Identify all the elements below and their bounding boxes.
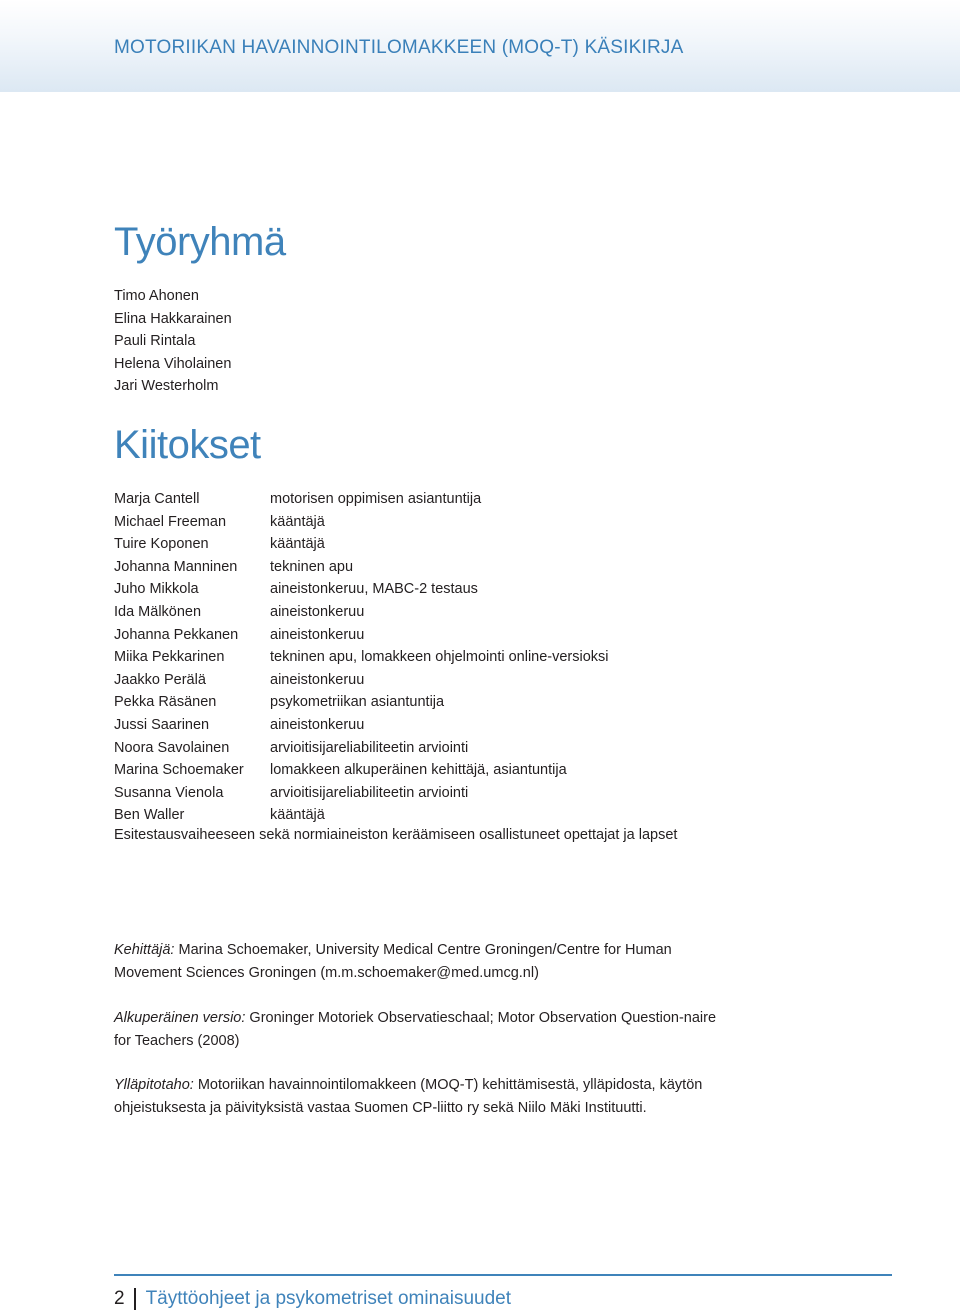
info-original-version bbox=[114, 1007, 734, 1052]
section-heading-tyoryhma: Työryhmä bbox=[114, 220, 286, 264]
ack-role: aineistonkeruu, MABC-2 testaus bbox=[270, 581, 478, 598]
ack-name: Noora Savolainen bbox=[114, 739, 230, 756]
info-developer bbox=[114, 939, 734, 984]
team-member-list bbox=[114, 285, 232, 398]
ack-name: Miika Pekkarinen bbox=[114, 649, 225, 666]
ack-name: Johanna Manninen bbox=[114, 558, 238, 575]
team-member: Helena Viholainen bbox=[114, 355, 232, 372]
acknowledgement-row bbox=[114, 782, 609, 805]
ack-role: arvioitisijareliabiliteetin arviointi bbox=[270, 739, 469, 756]
ack-role: arvioitisijareliabiliteetin arviointi bbox=[270, 784, 469, 801]
team-member: Elina Hakkarainen bbox=[114, 310, 232, 327]
footer-section-title: Täyttöohjeet ja psykometriset ominaisuudet bbox=[145, 1288, 511, 1309]
ack-name: Marina Schoemaker bbox=[114, 762, 244, 779]
acknowledgement-row bbox=[114, 533, 609, 556]
info-developer-text: Marina Schoemaker, University Medical Centre Groningen/Centre for Human Movement Sciences Groningen (m.m.schoemaker@med.umcg.nl) bbox=[114, 942, 672, 981]
team-member: Pauli Rintala bbox=[114, 333, 196, 349]
ack-name: Michael Freeman bbox=[114, 513, 227, 530]
ack-role: aineistonkeruu bbox=[270, 716, 365, 733]
acknowledgements-list bbox=[114, 488, 609, 827]
page-number: 2 bbox=[114, 1288, 125, 1309]
acknowledgement-row bbox=[114, 759, 609, 782]
info-maintainer-label: Ylläpitotaho: bbox=[114, 1077, 194, 1093]
info-developer-label: Kehittäjä: bbox=[114, 942, 175, 958]
acknowledgement-note: Esitestausvaiheeseen sekä normiaineiston keräämiseen osallistuneet opettajat ja lapset bbox=[114, 827, 678, 843]
ack-name: Ida Mälkönen bbox=[114, 603, 202, 620]
team-member: Timo Ahonen bbox=[114, 288, 199, 304]
ack-name: Jussi Saarinen bbox=[114, 716, 210, 733]
ack-role: tekninen apu bbox=[270, 558, 354, 575]
ack-name: Susanna Vienola bbox=[114, 784, 224, 801]
acknowledgement-row bbox=[114, 556, 609, 579]
ack-name: Marja Cantell bbox=[114, 491, 200, 507]
ack-name: Tuire Koponen bbox=[114, 536, 209, 553]
page-footer bbox=[114, 1288, 511, 1310]
ack-name: Jaakko Perälä bbox=[114, 671, 206, 688]
ack-role: aineistonkeruu bbox=[270, 603, 365, 620]
acknowledgement-row bbox=[114, 691, 609, 714]
ack-role: aineistonkeruu bbox=[270, 626, 365, 643]
info-original-version-label: Alkuperäinen versio: bbox=[114, 1010, 246, 1026]
ack-role: kääntäjä bbox=[270, 513, 325, 530]
footer-rule bbox=[114, 1274, 892, 1276]
ack-role: tekninen apu, lomakkeen ohjelmointi online-versioksi bbox=[270, 649, 609, 666]
team-member: Jari Westerholm bbox=[114, 378, 219, 394]
ack-role: psykometriikan asiantuntija bbox=[270, 694, 445, 711]
acknowledgement-row bbox=[114, 601, 609, 624]
info-maintainer-text: Motoriikan havainnointilomakkeen (MOQ-T) kehittämisestä, ylläpidosta, käytön ohjeistuksesta ja päivityksistä vastaa Suomen CP-liitto ry sekä Niilo Mäki Instituutti. bbox=[114, 1077, 703, 1116]
ack-role: motorisen oppimisen asiantuntija bbox=[270, 491, 482, 507]
info-original-version-text: Groninger Motoriek Observatieschaal; Motor Observation Question-naire for Teachers (2008) bbox=[114, 1010, 717, 1049]
ack-role: kääntäjä bbox=[270, 536, 325, 553]
ack-name: Juho Mikkola bbox=[114, 581, 199, 598]
acknowledgement-row bbox=[114, 578, 609, 601]
ack-name: Pekka Räsänen bbox=[114, 694, 217, 711]
ack-name: Johanna Pekkanen bbox=[114, 626, 239, 643]
acknowledgement-row bbox=[114, 488, 609, 511]
acknowledgement-row bbox=[114, 646, 609, 669]
info-maintainer bbox=[114, 1074, 734, 1119]
acknowledgement-row bbox=[114, 737, 609, 760]
header-band bbox=[0, 0, 960, 92]
running-header-title: MOTORIIKAN HAVAINNOINTILOMAKKEEN (MOQ-T) KÄSIKIRJA bbox=[114, 37, 684, 58]
ack-role: lomakkeen alkuperäinen kehittäjä, asiantuntija bbox=[270, 762, 567, 779]
ack-role: aineistonkeruu bbox=[270, 671, 365, 688]
acknowledgement-row bbox=[114, 511, 609, 534]
ack-name: Ben Waller bbox=[114, 807, 185, 824]
section-heading-kiitokset: Kiitokset bbox=[114, 423, 261, 467]
acknowledgement-row bbox=[114, 669, 609, 692]
ack-role: kääntäjä bbox=[270, 807, 325, 824]
acknowledgement-row bbox=[114, 714, 609, 737]
footer-separator bbox=[134, 1288, 136, 1310]
acknowledgement-row bbox=[114, 804, 609, 827]
acknowledgement-row bbox=[114, 624, 609, 647]
